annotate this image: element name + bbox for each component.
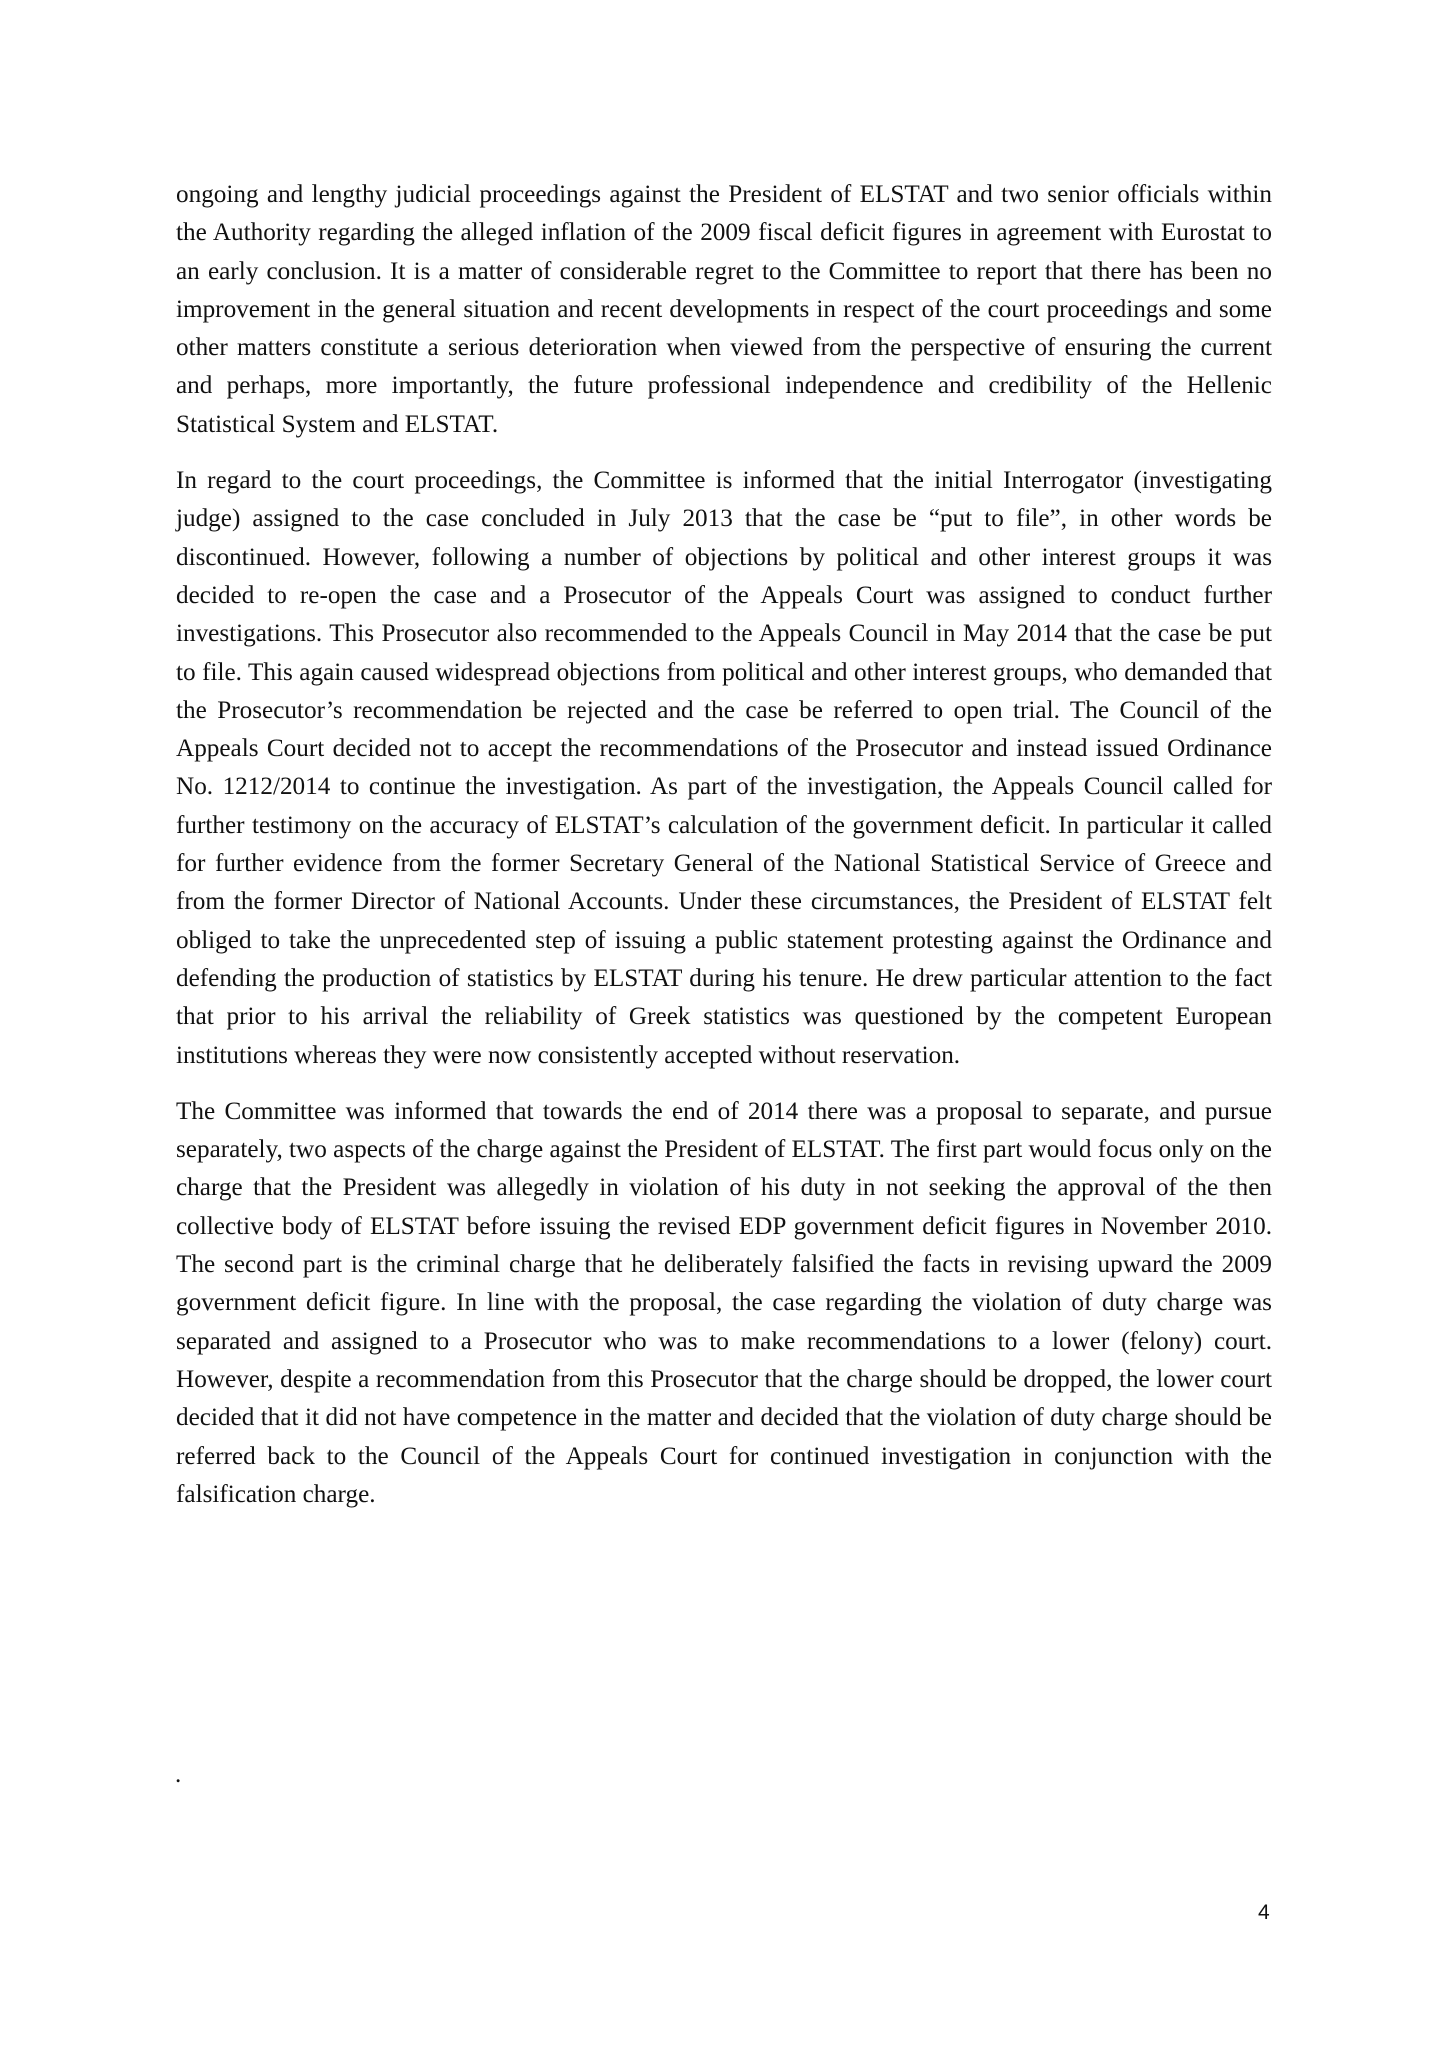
stray-period-mark: . xyxy=(175,1761,182,1788)
page-number: 4 xyxy=(1258,1901,1270,1924)
paragraph-charge-separation: The Committee was informed that towards the end of 2014 there was a proposal to separate, and pursue separately, two aspects of the charge against the President of ELSTAT. The first part would focus only on the charge that the President was allegedly in violation of his duty in not seeking the approval of the then collective body of ELSTAT before issuing the revised EDP government deficit figures in November 2010. The second part is the criminal charge that he deliberately falsified the facts in revising upward the 2009 government deficit figure. In line with the proposal, the case regarding the violation of duty charge was separated and assigned to a Prosecutor who was to make recommendations to a lower (felony) court. However, despite a recommendation from this Prosecutor that the charge should be dropped, the lower court decided that it did not have competence in the matter and decided that the violation of duty charge should be referred back to the Council of the Appeals Court for continued investigation in conjunction with the falsification charge. xyxy=(176,1097,1272,1508)
paragraph-continuation-committee-regret: ongoing and lengthy judicial proceedings against the President of ELSTAT and two senior officials within the Authority regarding the alleged inflation of the 2009 fiscal deficit figures in agreement with Eurostat to an early conclusion. It is a matter of considerable regret to the Committee to report that there has been no improvement in the general situation and recent developments in respect of the court proceedings and some other matters constitute a serious deterioration when viewed from the perspective of ensuring the current and perhaps, more importantly, the future professional independence and credibility of the Hellenic Statistical System and ELSTAT. xyxy=(176,181,1272,438)
document-body xyxy=(176,176,1272,1532)
paragraph-court-proceedings: In regard to the court proceedings, the Committee is informed that the initial Interrogator (investigating judge) assigned to the case concluded in July 2013 that the case be “put to file”, in other words be discontinued. However, following a number of objections by political and other interest groups it was decided to re-open the case and a Prosecutor of the Appeals Court was assigned to conduct further investigations. This Prosecutor also recommended to the Appeals Council in May 2014 that the case be put to file. This again caused widespread objections from political and other interest groups, who demanded that the Prosecutor’s recommendation be rejected and the case be referred to open trial. The Council of the Appeals Court decided not to accept the recommendations of the Prosecutor and instead issued Ordinance No. 1212/2014 to continue the investigation. As part of the investigation, the Appeals Council called for further testimony on the accuracy of ELSTAT’s calculation of the government deficit. In particular it called for further evidence from the former Secretary General of the National Statistical Service of Greece and from the former Director of National Accounts. Under these circumstances, the President of ELSTAT felt obliged to take the unprecedented step of issuing a public statement protesting against the Ordinance and defending the production of statistics by ELSTAT during his tenure. He drew particular attention to the fact that prior to his arrival the reliability of Greek statistics was questioned by the competent European institutions whereas they were now consistently accepted without reservation. xyxy=(176,467,1272,1069)
